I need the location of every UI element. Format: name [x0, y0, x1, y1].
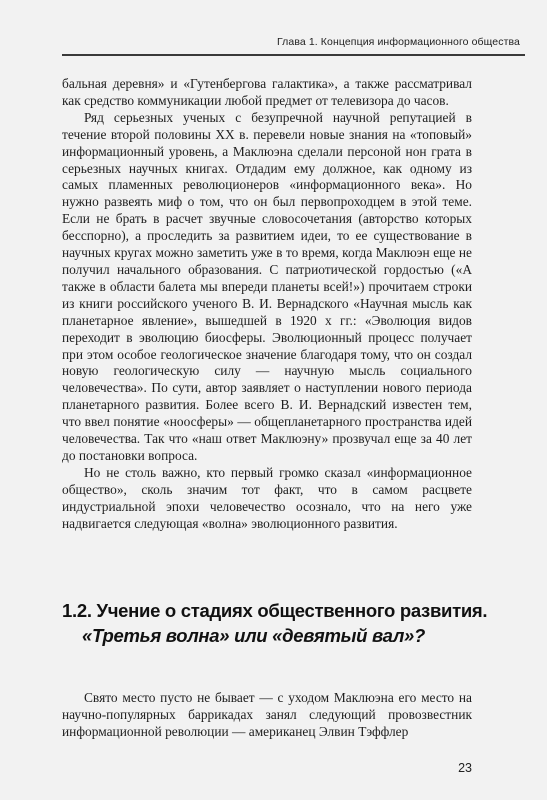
- page-number: 23: [458, 761, 472, 775]
- section-heading-line2: «Третья волна» или «девятый вал»?: [82, 625, 426, 646]
- body-text: [62, 76, 472, 532]
- paragraph: Ряд серьезных ученых с безупречной научной репутацией в течение второй половины XX в. перевели новые знания на «топовый» информационный уровень, а Маклюэна сделали персоной нон грата в серьезных научных книгах. Отдадим ему должное, как одному из самых пламенных революционеров «информационного века». Но нужно развеять миф о том, что он был первопроходцем в этой теме. Если не брать в расчет звучные словосочетания (авторство которых бесспорно), а проследить за развитием идеи, то ее существование в научных кругах можно заметить уже в то время, когда Маклюэн еще не получил начального образования. С патриотической гордостью («А также в области балета мы впереди планеты всей!») прочитаем строки из книги российского ученого В. И. Вернадского «Научная мысль как планетарное явление», вышедшей в 1920 х гг.: «Эволюция видов переходит в эволюцию биосферы. Эволюционный процесс получает при этом особое геологическое значение благодаря тому, что он создал новую геологическую силу — научную мысль социального человечества». По сути, автор заявляет о наступлении нового периода планетарного развития. Более всего В. И. Вернадский известен тем, что ввел понятие «ноосферы» — общепланетарного пространства идей человечества. Так что «наш ответ Маклюэну» прозвучал еще за 40 лет до постановки вопроса.: [62, 109, 472, 463]
- body-text-after-heading: [62, 690, 472, 741]
- section-heading-line1: 1.2. Учение о стадиях общественного развития.: [62, 600, 488, 621]
- paragraph: Свято место пусто не бывает — с уходом Маклюэна его место на научно-популярных баррикадах занял следующий провозвестник информационной революции — американец Элвин Тэффлер: [62, 690, 472, 739]
- header-rule: [62, 54, 525, 56]
- section-heading: [62, 598, 492, 648]
- running-head: Глава 1. Концепция информационного общества: [276, 36, 520, 48]
- paragraph: Но не столь важно, кто первый громко сказал «информационное общество», сколь значим тот факт, что в самом расцвете индустриальной эпохи человечество осознало, что на него уже надвигается следующая «волна» эволюционного развития.: [62, 464, 472, 531]
- paragraph-continued: бальная деревня» и «Гутенбергова галактика», а также рассматривал как средство коммуникации любой предмет от телевизора до часов.: [62, 76, 472, 108]
